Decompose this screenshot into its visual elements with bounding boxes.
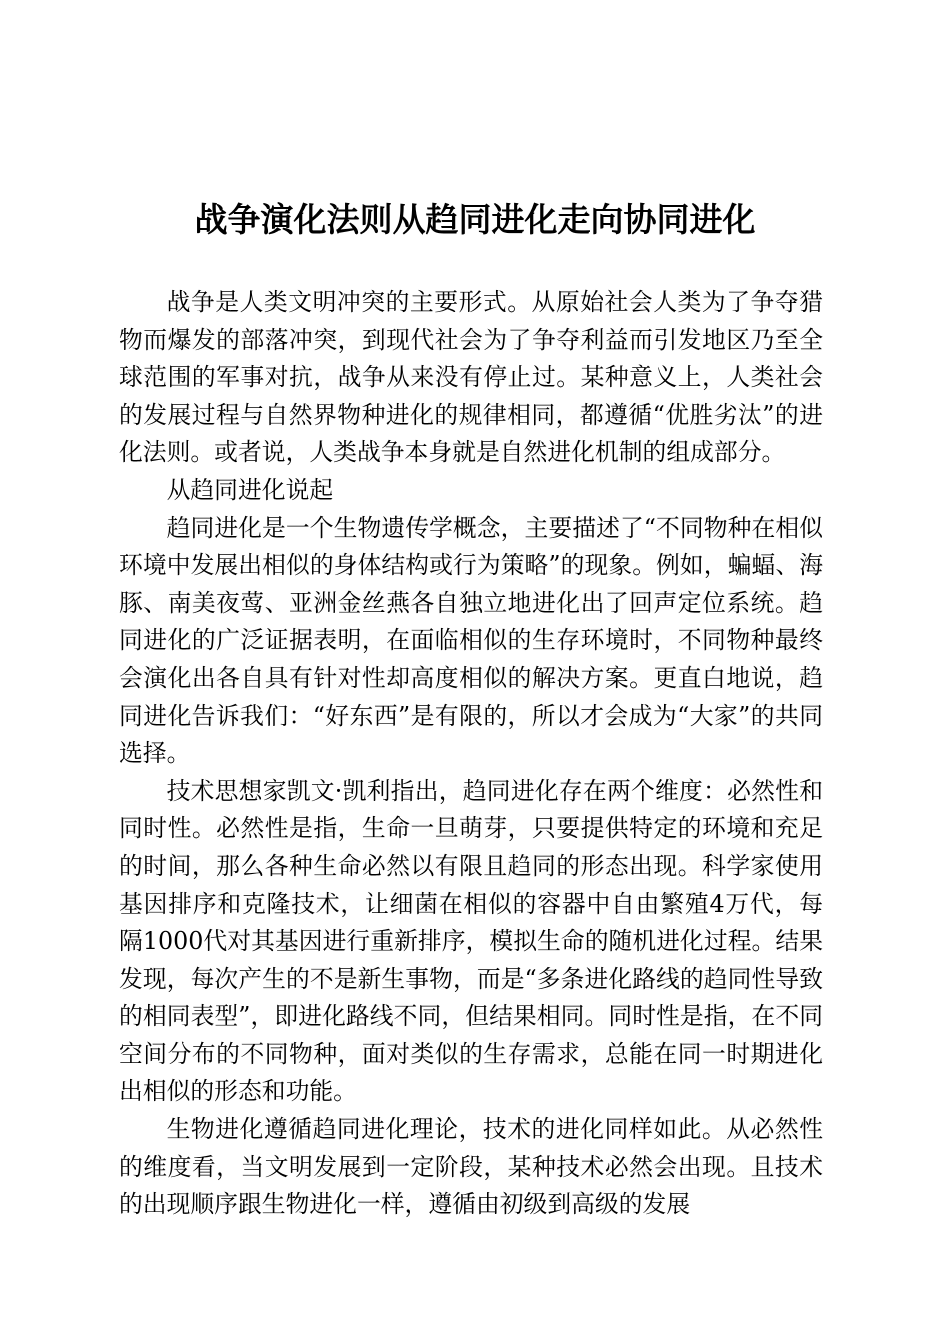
section-paragraph-3: 生物进化遵循趋同进化理论，技术的进化同样如此。从必然性的维度看，当文明发展到一定阶段，某种技术必然会出现。且技术的出现顺序跟生物进化一样，遵循由初级到高级的发展 (119, 1115, 823, 1219)
section-heading: 从趋同进化说起 (166, 475, 334, 504)
section-paragraph-2: 技术思想家凯文·凯利指出，趋同进化存在两个维度：必然性和同时性。必然性是指，生命一旦萌芽，只要提供特定的环境和充足的时间，那么各种生命必然以有限且趋同的形态出现。科学家使用基因排序和克隆技术，让细菌在相似的容器中自由繁殖4万代，每隔1000代对其基因进行重新排序，模拟生命的随机进化过程。结果发现，每次产生的不是新生事物，而是“多条进化路线的趋同性导致的相同表型”，即进化路线不同，但结果相同。同时性是指，在不同空间分布的不同物种，面对类似的生存需求，总能在同一时期进化出相似的形态和功能。 (119, 776, 823, 1106)
document-title: 战争演化法则从趋同进化走向协同进化 (194, 200, 756, 239)
intro-paragraph: 战争是人类文明冲突的主要形式。从原始社会人类为了争夺猎物而爆发的部落冲突，到现代社会为了争夺利益而引发地区乃至全球范围的军事对抗，战争从来没有停止过。某种意义上，人类社会的发展过程与自然界物种进化的规律相同，都遵循“优胜劣汰”的进化法则。或者说，人类战争本身就是自然进化机制的组成部分。 (119, 288, 823, 467)
document-body (119, 284, 823, 1224)
section-paragraph-1: 趋同进化是一个生物遗传学概念，主要描述了“不同物种在相似环境中发展出相似的身体结构或行为策略”的现象。例如，蝙蝠、海豚、南美夜莺、亚洲金丝燕各自独立地进化出了回声定位系统。趋同进化的广泛证据表明，在面临相似的生存环境时，不同物种最终会演化出各自具有针对性却高度相似的解决方案。更直白地说，趋同进化告诉我们：“好东西”是有限的，所以才会成为“大家”的共同选择。 (119, 513, 823, 768)
